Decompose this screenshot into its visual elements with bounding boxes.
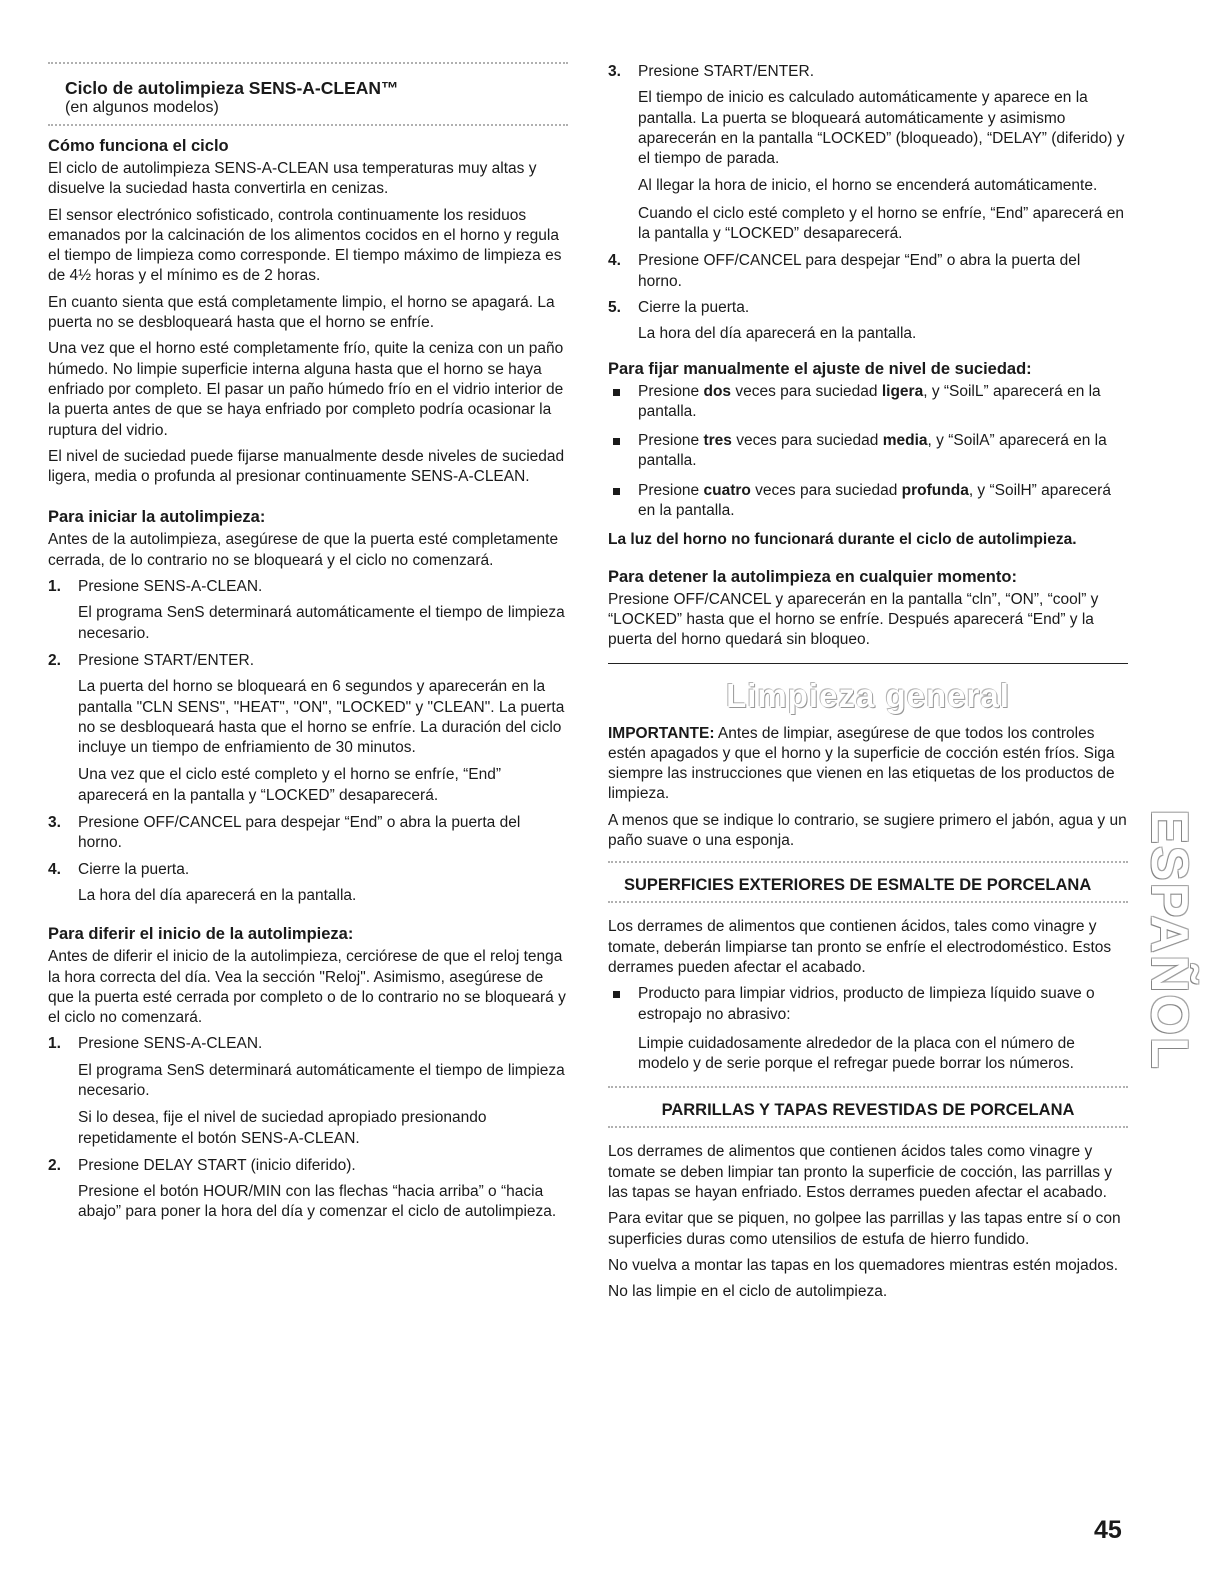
step-text: Presione SENS-A-CLEAN.: [78, 578, 263, 596]
step-number: 3.: [48, 814, 61, 832]
bullet-square-icon: [613, 389, 620, 396]
esmalte-heading-block: [608, 863, 1128, 901]
paragraph: Una vez que el horno esté completamente frío, quite la ceniza con un paño húmedo. No limpie superficie interna alguna hasta que el horno se haya enfriado por completo. El pasar un paño húmedo frío en el vidrio interior de la puerta antes de que se haya enfriado por completo podría ocasionar la ruptura del vidrio.: [48, 340, 564, 439]
step-number: 1.: [48, 578, 61, 596]
bullet-bold: tres: [703, 432, 732, 450]
paragraph: El ciclo de autolimpieza SENS-A-CLEAN usa temperaturas muy altas y disuelve la suciedad hasta convertirla en cenizas.: [48, 160, 537, 198]
paragraph: Los derrames de alimentos que contienen ácidos, tales como vinagre y tomate, deberán limpiarse tan pronto se enfríe el electrodoméstico. Estos derrames pueden afectar el acabado.: [608, 918, 1112, 976]
heading-detener: Para detener la autolimpieza en cualquier momento:: [608, 567, 1017, 586]
step-detail: El programa SenS determinará automáticamente el tiempo de limpieza necesario.: [78, 1061, 565, 1099]
step-text: Cierre la puerta.: [78, 860, 190, 878]
bullet-text: Presione: [638, 481, 704, 499]
bullet-item: [608, 431, 1128, 472]
step-item: [608, 62, 1128, 82]
step-text: Presione DELAY START (inicio diferido).: [78, 1156, 356, 1174]
bullet-text: veces para suciedad: [731, 382, 882, 400]
bullet-bold: media: [882, 432, 928, 450]
bullet-item: [608, 481, 1128, 522]
paragraph: Presione OFF/CANCEL y aparecerán en la pantalla “cln”, “ON”, “cool” y “LOCKED” hasta que el horno se enfríe. Después aparecerá “End” y la puerta del horno quedará sin bloqueo.: [608, 590, 1099, 649]
step-item: [48, 1034, 568, 1054]
paragraph: Los derrames de alimentos que contienen ácidos tales como vinagre y tomate se deben limpiar tan pronto la superficie de cocción, las parrillas y las tapas se hayan enfriado. Estos derrames pueden afectar el acabado.: [608, 1143, 1113, 1201]
right-column: [608, 62, 1128, 1308]
bullet-bold: ligera: [881, 382, 924, 400]
heading-nivel-suciedad: Para fijar manualmente el ajuste de nivel de suciedad:: [608, 359, 1032, 378]
step-detail: La hora del día aparecerá en la pantalla.: [78, 886, 357, 904]
step-detail: Una vez que el ciclo esté completo y el horno se enfríe, “End” aparecerá en la pantalla y “LOCKED” desaparecerá.: [78, 766, 502, 804]
dotted-rule: [48, 124, 568, 126]
step-number: 4.: [608, 252, 621, 270]
step-item: [608, 298, 1128, 318]
esmalte-heading: SUPERFICIES EXTERIORES DE ESMALTE DE PORCELANA: [624, 876, 1092, 895]
bullet-detail: Limpie cuidadosamente alrededor de la placa con el número de modelo y de serie porque el refregar puede borrar los números.: [638, 1034, 1075, 1073]
step-text: Presione START/ENTER.: [638, 63, 815, 80]
bullet-item: [608, 382, 1128, 423]
bullet-text: , y “SoilL” aparecerá en la pantalla.: [638, 382, 1101, 420]
step-item: [48, 577, 568, 597]
section-title-block: [48, 64, 568, 124]
paragraph: El sensor electrónico sofisticado, controla continuamente los residuos emanados por la calcinación de los alimentos cocidos en el horno y regula el tiempo de limpieza como corresponde. El tiempo máximo de limpieza es de 4½ horas y el mínimo es de 2 horas.: [48, 206, 562, 285]
step-text: Presione OFF/CANCEL para despejar “End” o abra la puerta del horno.: [78, 814, 521, 852]
paragraph: Para evitar que se piquen, no golpee las parrillas y las tapas entre sí o con superficies duras como utensilios de estufa de hierro fundido.: [608, 1210, 1121, 1248]
important-label: IMPORTANTE:: [608, 724, 715, 742]
step-detail: El programa SenS determinará automáticamente el tiempo de limpieza necesario.: [78, 604, 565, 642]
step-number: 2.: [48, 1156, 61, 1174]
bold-note: La luz del horno no funcionará durante el ciclo de autolimpieza.: [608, 531, 1077, 549]
bullet-text: Presione: [638, 382, 704, 400]
bullet-text: Presione: [638, 432, 704, 450]
important-text: Antes de limpiar, asegúrese de que todos los controles estén apagados y que el horno y la superficie de cocción estén fríos. Siga siempre las instrucciones que vienen en las etiquetas de los productos de limpieza.: [608, 724, 1115, 803]
step-item: [48, 651, 568, 671]
heading-como-funciona: Cómo funciona el ciclo: [48, 137, 229, 155]
bullet-text: , y “SoilA” aparecerá en la pantalla.: [638, 432, 1107, 470]
parrillas-heading-block: [608, 1088, 1128, 1126]
step-text: Presione START/ENTER.: [78, 651, 255, 669]
paragraph: No las limpie en el ciclo de autolimpieza.: [608, 1283, 888, 1301]
section-title: Ciclo de autolimpieza SENS-A-CLEAN™: [65, 78, 399, 98]
step-item: [608, 251, 1128, 292]
step-text: Presione OFF/CANCEL para despejar “End” o abra la puerta del horno.: [638, 252, 1081, 290]
parrillas-heading: PARRILLAS Y TAPAS REVESTIDAS DE PORCELANA: [661, 1101, 1075, 1120]
bullet-square-icon: [613, 438, 620, 445]
bullet-bold: cuatro: [703, 481, 751, 499]
step-detail: Si lo desea, fije el nivel de suciedad apropiado presionando repetidamente el botón SENS-A-CLEAN.: [78, 1109, 487, 1147]
paragraph: En cuanto sienta que está completamente limpio, el horno se apagará. La puerta no se desbloqueará hasta que el horno se enfríe.: [48, 293, 555, 332]
step-number: 2.: [48, 651, 61, 669]
language-side-tab: [1140, 809, 1199, 1071]
limpieza-general-title: Limpieza general: [726, 676, 1010, 714]
bullet-square-icon: [613, 991, 620, 998]
step-item: [48, 1156, 568, 1176]
bullet-item: [608, 984, 1128, 1025]
left-column: [48, 62, 568, 1230]
paragraph: Antes de la autolimpieza, asegúrese de que la puerta esté completamente cerrada, de lo contrario no se bloqueará y el ciclo no comenzará.: [48, 531, 559, 569]
step-item: [48, 860, 568, 880]
section-divider: [608, 663, 1128, 664]
bullet-text: veces para suciedad: [731, 432, 883, 450]
step-number: 4.: [48, 860, 61, 878]
step-detail: Al llegar la hora de inicio, el horno se encenderá automáticamente.: [638, 177, 1098, 195]
heading-diferir: Para diferir el inicio de la autolimpieza:: [48, 925, 354, 944]
paragraph: A menos que se indique lo contrario, se sugiere primero el jabón, agua y un paño suave o una esponja.: [608, 811, 1127, 850]
bullet-text: Producto para limpiar vidrios, producto de limpieza líquido suave o estropajo no abrasivo:: [638, 985, 1095, 1023]
step-text: Presione SENS-A-CLEAN.: [78, 1035, 263, 1053]
bullet-square-icon: [613, 488, 620, 495]
dotted-rule: [608, 901, 1128, 903]
step-number: 1.: [48, 1035, 61, 1053]
bullet-text: veces para suciedad: [750, 481, 902, 499]
paragraph: No vuelva a montar las tapas en los quemadores mientras estén mojados.: [608, 1256, 1119, 1274]
step-item: [48, 813, 568, 854]
section-subtitle: (en algunos modelos): [65, 99, 219, 116]
page-number: 45: [1094, 1516, 1122, 1544]
dotted-rule: [608, 1126, 1128, 1128]
language-tab-label: ESPAÑOL: [1140, 809, 1199, 1071]
paragraph: Antes de diferir el inicio de la autolimpieza, cerciórese de que el reloj tenga la hora correcta del día. Vea la sección "Reloj". Asimismo, asegúrese de que la puerta esté cerrada por completo o de lo contrario no se bloqueará y el ciclo no comenzará.: [48, 948, 566, 1027]
step-detail: Cuando el ciclo esté completo y el horno se enfríe, “End” aparecerá en la pantalla y “LOCKED” desaparecerá.: [638, 204, 1124, 243]
bullet-bold: profunda: [901, 481, 969, 499]
step-detail: El tiempo de inicio es calculado automáticamente y aparece en la pantalla. La puerta se bloqueará automáticamente y asimismo aparecerán en la pantalla “LOCKED” (bloqueado), “DELAY” (diferido) y el tiempo de parada.: [638, 89, 1125, 168]
step-detail: Presione el botón HOUR/MIN con las flechas “hacia arriba” o “hacia abajo” para poner la hora del día y comenzar el ciclo de autolimpieza.: [78, 1183, 557, 1221]
step-detail: La hora del día aparecerá en la pantalla.: [638, 325, 917, 343]
paragraph: El nivel de suciedad puede fijarse manualmente desde niveles de suciedad ligera, media o profunda al presionar continuamente SENS-A-CLEAN.: [48, 447, 565, 486]
step-number: 5.: [608, 298, 621, 316]
step-number: 3.: [608, 63, 621, 80]
bullet-bold: dos: [703, 382, 732, 400]
step-text: Cierre la puerta.: [638, 298, 750, 316]
bullet-text: , y “SoilH” aparecerá en la pantalla.: [638, 481, 1111, 520]
step-detail: La puerta del horno se bloqueará en 6 segundos y aparecerán en la pantalla "CLN SENS", "HEAT", "ON", "LOCKED" y "CLEAN". La puerta no se desbloqueará hasta que el horno se enfríe. La duración del ciclo incluye un tiempo de enfriamiento de 30 minutos.: [78, 678, 565, 757]
important-paragraph: [608, 724, 1128, 805]
heading-iniciar: Para iniciar la autolimpieza:: [48, 508, 266, 527]
